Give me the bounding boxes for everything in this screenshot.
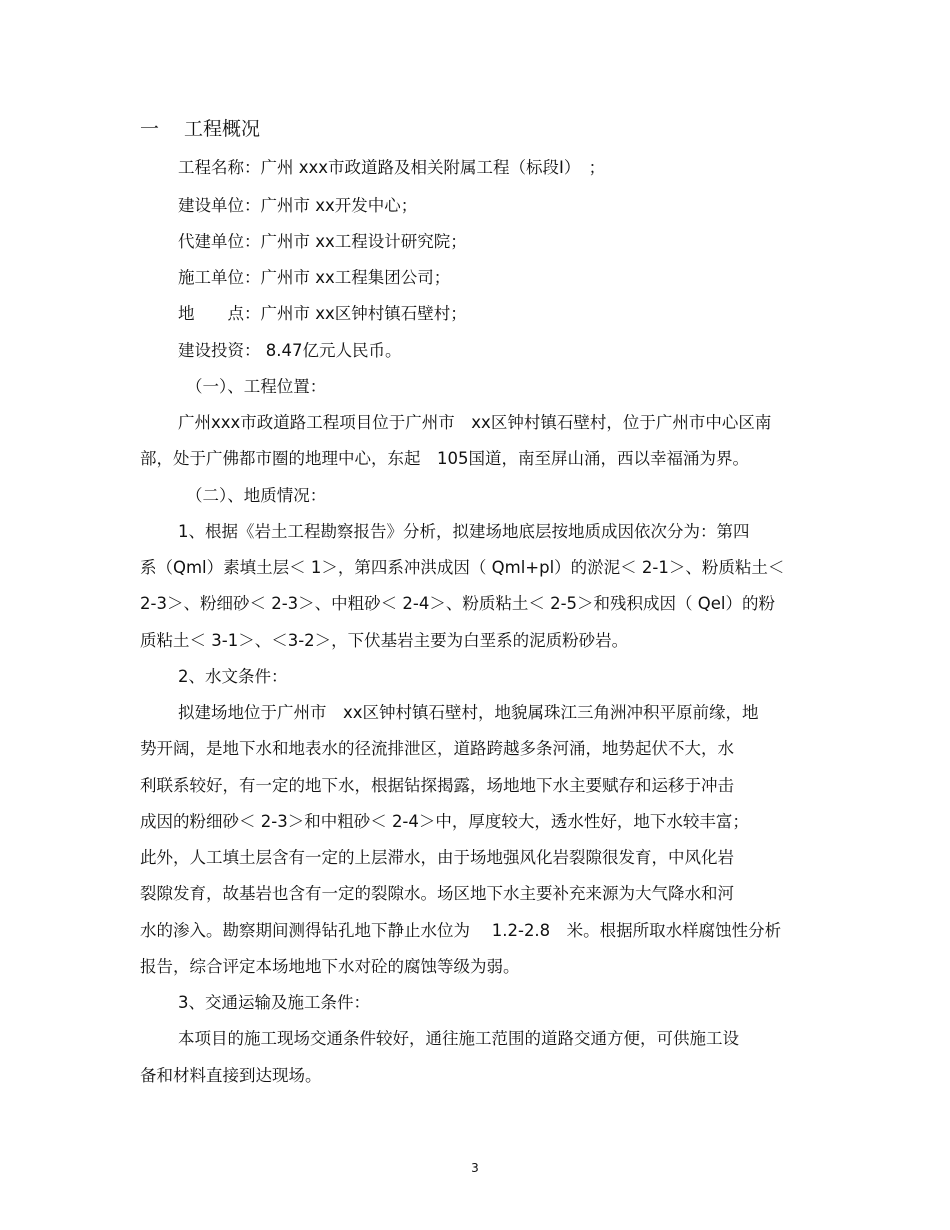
hydrology-line-5: 此外，人工填土层含有一定的上层滞水，由于场地强风化岩裂隙很发育，中风化岩: [140, 848, 734, 867]
location-heading: （一）、工程位置：: [186, 377, 327, 396]
hydrology-heading: 2、水文条件：: [178, 667, 288, 686]
page-number: 3: [471, 1161, 479, 1175]
hydrology-line-8: 报告，综合评定本场地地下水对砼的腐蚀等级为弱。: [140, 957, 520, 976]
overview-project-name: 工程名称：广州 xxx市政道路及相关附属工程（标段Ⅰ） ；: [178, 158, 606, 177]
geology-heading: （二）、地质情况：: [186, 486, 327, 505]
section-heading: [140, 116, 260, 142]
section-title: 工程概况: [184, 118, 261, 140]
overview-location: 地 点：广州市 xx区钟村镇石壁村；: [178, 304, 467, 323]
section-number: 一: [140, 118, 160, 140]
overview-contractor: 施工单位：广州市 xx工程集团公司；: [178, 268, 451, 287]
hydrology-line-6: 裂隙发育，故基岩也含有一定的裂隙水。场区地下水主要补充来源为大气降水和河: [140, 884, 734, 903]
hydrology-line-7: 水的渗入。勘察期间测得钻孔地下静止水位为 1.2-2.8 米。根据所取水样腐蚀性分析: [140, 921, 782, 940]
geology-item1-line-2: 系（Qml）素填土层＜ 1＞，第四系冲洪成因（ Qml+pl）的淤泥＜ 2-1＞、粉质粘土＜: [140, 558, 785, 577]
location-line-2: 部，处于广佛都市圈的地理中心，东起 105国道，南至屏山涌，西以幸福涌为界。: [140, 449, 749, 468]
overview-owner: 建设单位：广州市 xx开发中心；: [178, 196, 418, 215]
geology-item1-line-1: 1、根据《岩土工程勘察报告》分析，拟建场地底层按地质成因依次分为：第四: [178, 522, 750, 541]
transport-heading: 3、交通运输及施工条件：: [178, 993, 370, 1012]
hydrology-line-4: 成因的粉细砂＜ 2-3＞和中粗砂＜ 2-4＞中，厚度较大，透水性好，地下水较丰富；: [140, 812, 749, 831]
transport-line-1: 本项目的施工现场交通条件较好，通往施工范围的道路交通方便，可供施工设: [178, 1029, 739, 1048]
hydrology-line-1: 拟建场地位于广州市 xx区钟村镇石壁村，地貌属珠江三角洲冲积平原前缘，地: [178, 703, 759, 722]
overview-agent: 代建单位：广州市 xx工程设计研究院；: [178, 232, 467, 251]
transport-line-2: 备和材料直接到达现场。: [140, 1066, 322, 1085]
hydrology-line-2: 势开阔，是地下水和地表水的径流排泄区，道路跨越多条河涌，地势起伏不大，水: [140, 739, 734, 758]
hydrology-line-3: 利联系较好，有一定的地下水，根据钻探揭露，场地地下水主要赋存和运移于冲击: [140, 776, 734, 795]
geology-item1-line-4: 质粘土＜ 3-1＞、＜3-2＞，下伏基岩主要为白垩系的泥质粉砂岩。: [140, 631, 629, 650]
overview-investment: 建设投资： 8.47亿元人民币。: [178, 341, 402, 360]
geology-item1-line-3: 2-3＞、粉细砂＜ 2-3＞、中粗砂＜ 2-4＞、粉质粘土＜ 2-5＞和残积成因（ Qel）的粉: [140, 594, 776, 613]
location-line-1: 广州xxx市政道路工程项目位于广州市 xx区钟村镇石壁村，位于广州市中心区南: [178, 413, 772, 432]
